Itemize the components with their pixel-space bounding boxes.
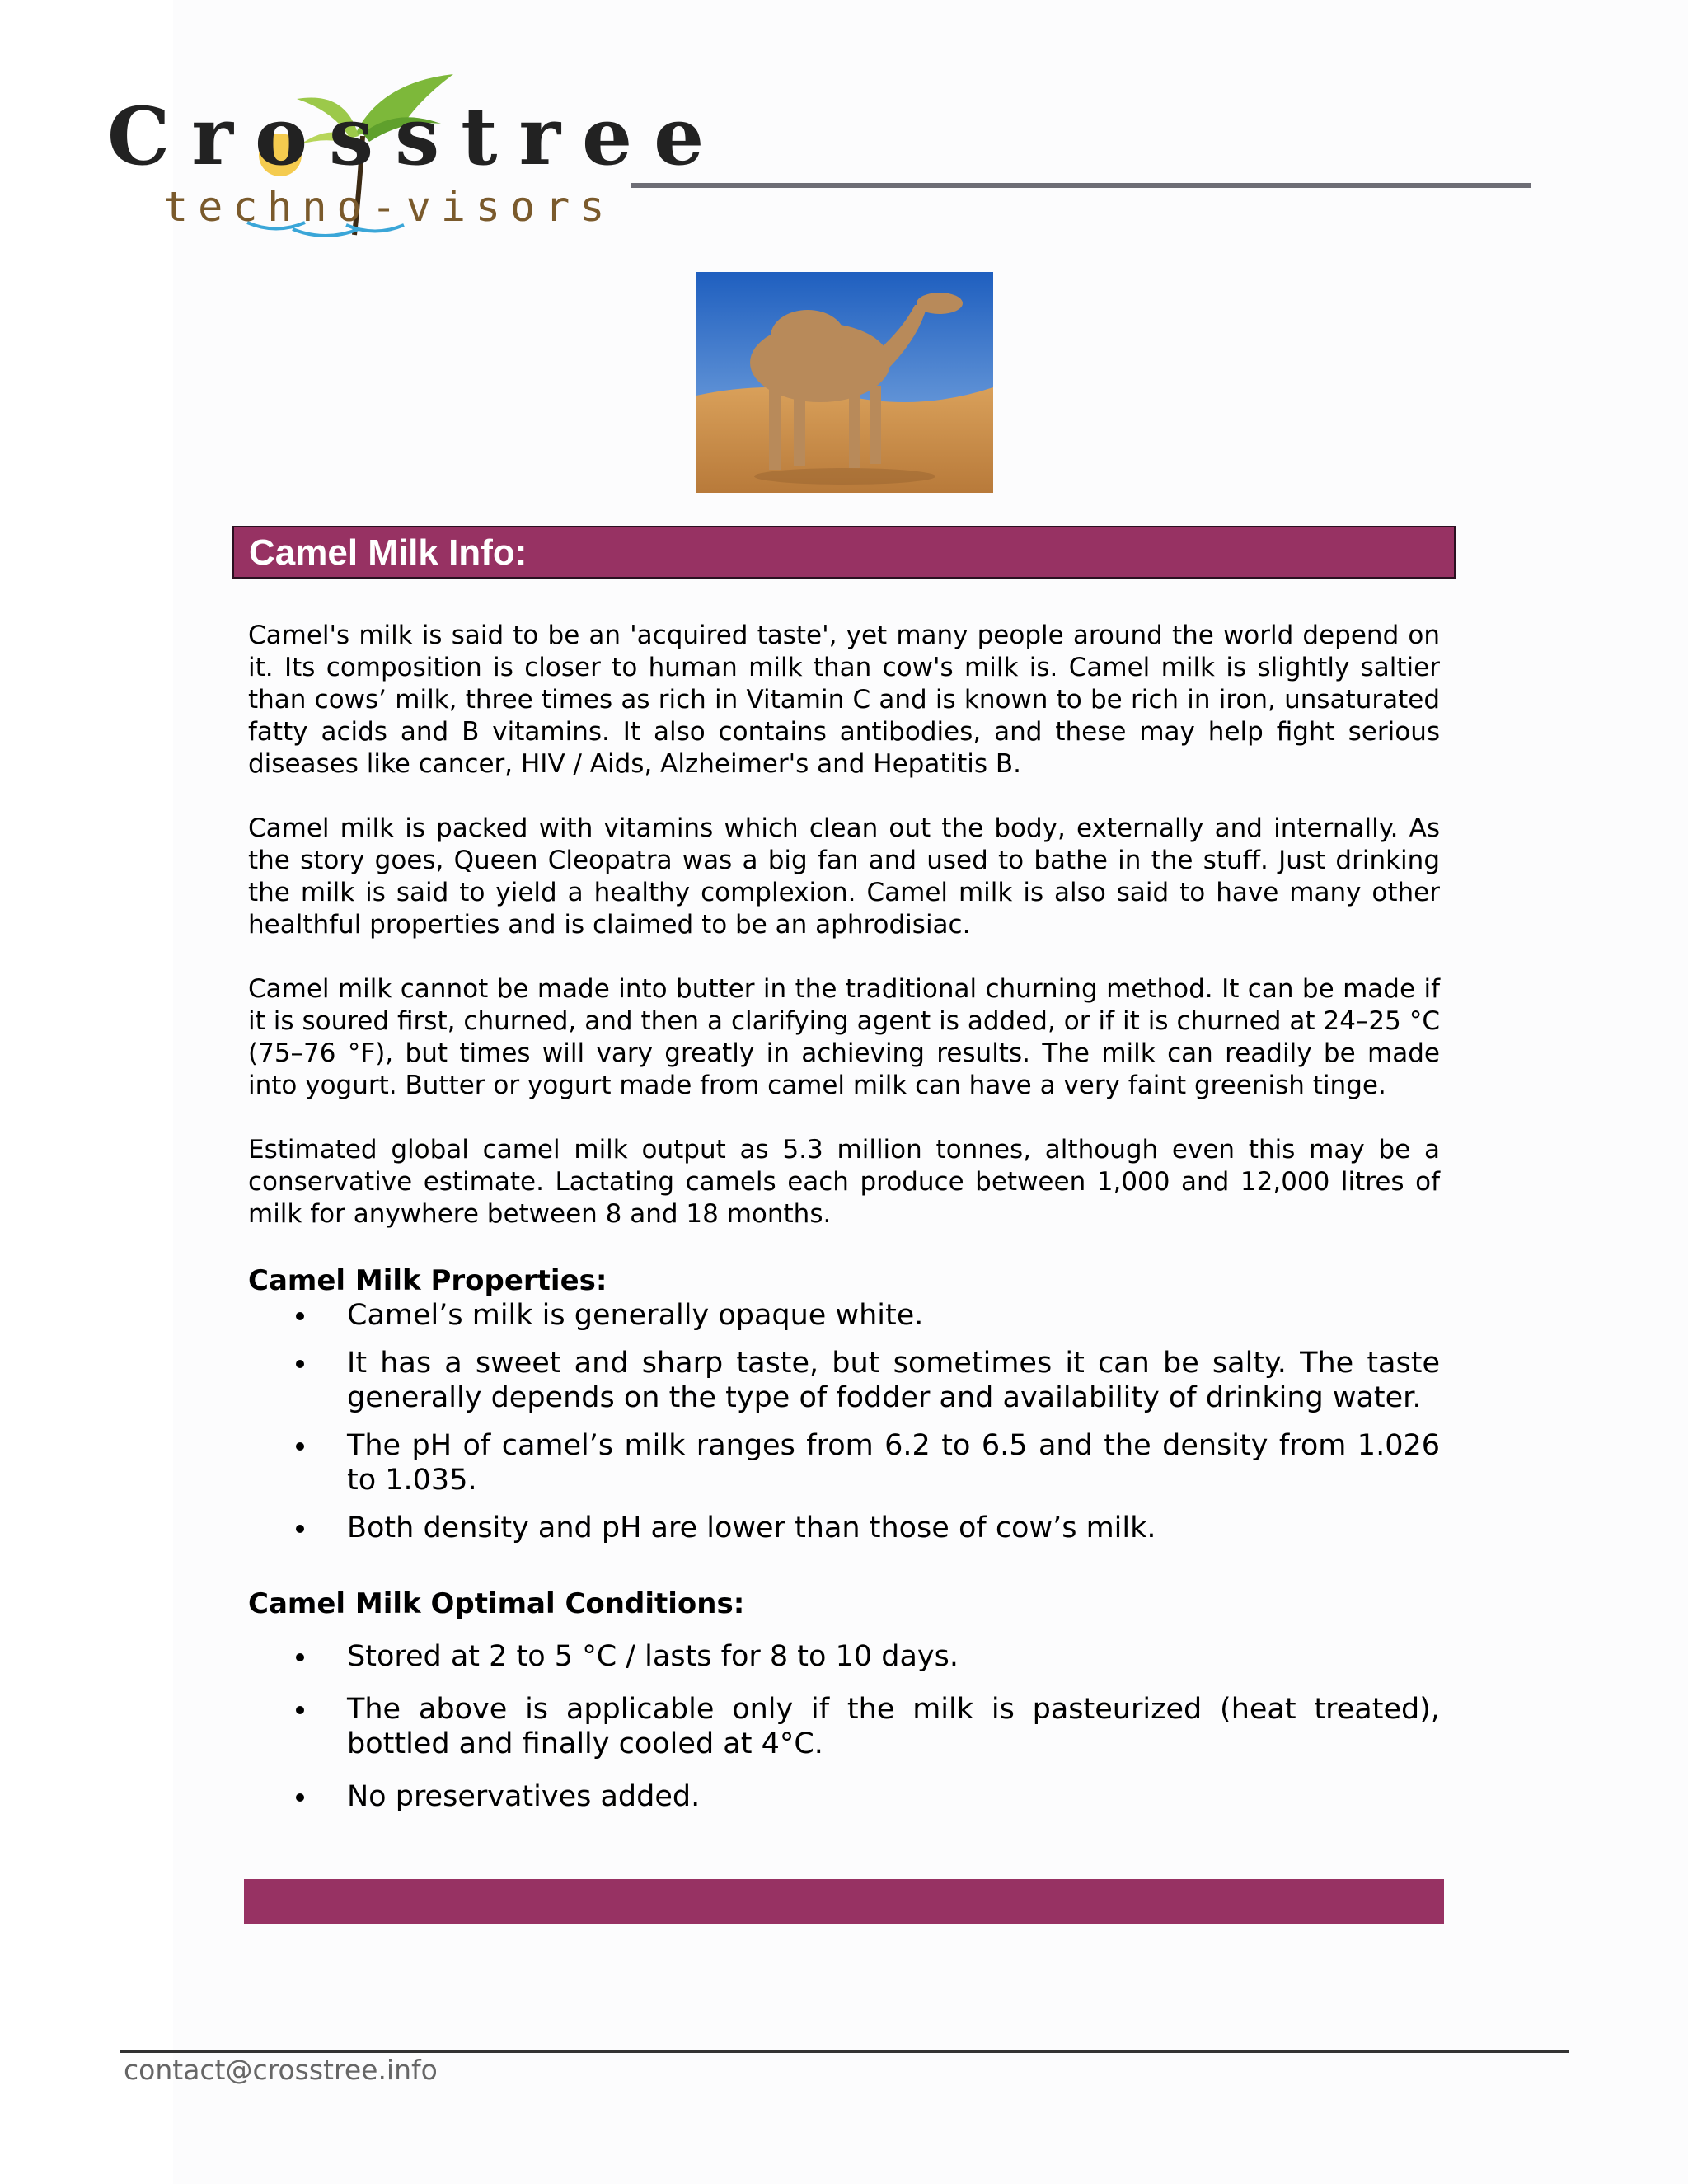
paragraph-vitamins: Camel milk is packed with vitamins which clean out the body, externally and internally. As the story goes, Queen Cleopatra was a big fan and used to bathe in the stuff. Just drinking the milk is said to yield a healthy complexion. Camel milk is also said to have many other healthful properties and is claimed to be an aphrodisiac. (248, 813, 1440, 940)
conditions-heading: Camel Milk Optimal Conditions: (248, 1587, 745, 1620)
section-title: Camel Milk Info: (249, 532, 528, 573)
list-item: The pH of camel’s milk ranges from 6.2 to 6.5 and the density from 1.026 to 1.035. (248, 1428, 1440, 1497)
logo-wordmark: Crosstree (107, 90, 726, 183)
bullet-dot-icon (296, 1793, 304, 1802)
conditions-list (248, 1639, 1440, 1814)
list-item: Both density and pH are lower than those of cow’s milk. (248, 1511, 1440, 1545)
paragraph-output: Estimated global camel milk output as 5.3 million tonnes, although even this may be a conservative estimate. Lactating camels each produce between 1,000 and 12,000 litres of milk for anywhere between 8 and 18 months. (248, 1135, 1440, 1229)
paragraph-butter: Camel milk cannot be made into butter in the traditional churning method. It can be made if it is soured first, churned, and then a clarifying agent is added, or if it is churned at 24–25 °C (75–76 °F), but times will vary greatly in achieving results. The milk can readily be made into yogurt. Butter or yogurt made from camel milk can have a very faint greenish tinge. (248, 974, 1440, 1100)
main-content (248, 620, 1440, 1827)
header-divider (631, 183, 1531, 188)
properties-list (248, 1298, 1440, 1545)
bullet-dot-icon (296, 1312, 304, 1320)
bullet-dot-icon (296, 1706, 304, 1714)
list-item: Stored at 2 to 5 °C / lasts for 8 to 10 days. (248, 1639, 1440, 1674)
list-item: The above is applicable only if the milk is pasteurized (heat treated), bottled and finally cooled at 4°C. (248, 1692, 1440, 1761)
footer-email[interactable]: contact@crosstree.info (124, 2054, 438, 2086)
list-item: It has a sweet and sharp taste, but sometimes it can be salty. The taste generally depends on the type of fodder and availability of drinking water. (248, 1346, 1440, 1415)
list-item: No preservatives added. (248, 1779, 1440, 1814)
footer-divider (120, 2050, 1569, 2053)
camel-photo (696, 272, 993, 493)
bullet-dot-icon (296, 1360, 304, 1368)
bullet-dot-icon (296, 1442, 304, 1451)
logo-tagline: techno-visors (163, 183, 615, 231)
section-footer-bar (244, 1879, 1444, 1924)
list-item: Camel’s milk is generally opaque white. (248, 1298, 1440, 1333)
bullet-dot-icon (296, 1525, 304, 1533)
bullet-dot-icon (296, 1653, 304, 1661)
company-logo (107, 66, 726, 255)
paragraph-composition: Camel's milk is said to be an 'acquired taste', yet many people around the world depend on it. Its composition is closer to human milk than cow's milk is. Camel milk is slightly saltier than cows’ milk, three times as rich in Vitamin C and is known to be rich in iron, unsaturated fatty acids and B vitamins. It also contains antibodies, and these may help fight serious diseases like cancer, HIV / Aids, Alzheimer's and Hepatitis B. (248, 621, 1440, 779)
properties-heading: Camel Milk Properties: (248, 1264, 607, 1297)
section-header-bar (232, 526, 1456, 579)
